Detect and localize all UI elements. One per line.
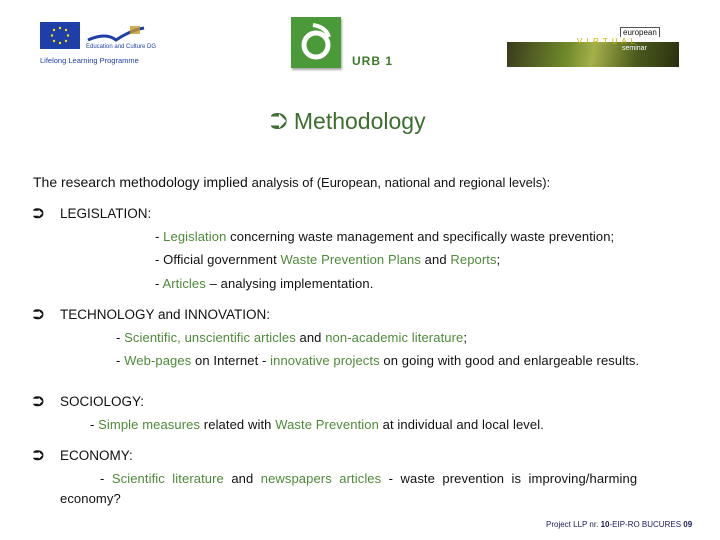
text-segment: and <box>420 252 451 267</box>
eu-flag-logo <box>40 22 80 49</box>
text-segment: - Official government <box>155 252 281 267</box>
text-segment: - waste prevention is improving/harming <box>381 471 638 486</box>
text-segment: - <box>116 330 125 345</box>
text-segment: - <box>155 229 164 244</box>
economy-item-1-cont: economy? <box>60 491 121 506</box>
text-segment: non-academic literature <box>325 330 464 345</box>
text-segment: ; <box>463 330 468 345</box>
text-segment: newspapers articles <box>260 471 382 486</box>
text-segment: Legislation <box>163 229 227 244</box>
legislation-item-3 <box>155 276 373 291</box>
hand-circle-icon <box>291 17 341 68</box>
text-segment: and <box>295 330 326 345</box>
text-segment: - <box>90 417 99 432</box>
text-segment: and <box>223 471 261 486</box>
intro-text <box>33 174 550 190</box>
legislation-item-1 <box>155 229 614 244</box>
slide-title <box>270 108 426 135</box>
text-segment: Waste Prevention <box>275 417 379 432</box>
sociology-item-1 <box>90 417 544 432</box>
technology-item-2 <box>116 353 639 368</box>
llp-caption: Lifelong Learning Programme <box>40 56 139 65</box>
eu-stars-icon <box>40 22 80 49</box>
title-text: Methodology <box>293 108 426 134</box>
text-segment: Waste Prevention Plans <box>280 252 421 267</box>
evs-mid: V I R T U A L <box>577 37 636 46</box>
footer-project-id <box>546 520 692 529</box>
text-segment: concerning waste management and specifically waste prevention; <box>226 229 615 244</box>
text-segment: Scientific, unscientific articles <box>124 330 296 345</box>
bullet-arrow-icon: ⮊ <box>33 447 44 463</box>
text-segment: at individual and local level. <box>378 417 544 432</box>
text-segment: Reports <box>450 252 497 267</box>
text-segment: Articles <box>162 276 206 291</box>
urb-logo <box>291 17 341 68</box>
text-segment: - <box>100 471 112 486</box>
technology-heading: TECHNOLOGY and INNOVATION: <box>60 307 271 322</box>
evs-top: european <box>620 27 660 37</box>
economy-heading: ECONOMY: <box>60 448 133 463</box>
text-segment: - <box>155 276 163 291</box>
text-segment: ; <box>496 252 501 267</box>
text-segment: – analysing implementation. <box>205 276 374 291</box>
economy-item-1 <box>100 471 637 486</box>
legislation-item-2 <box>155 252 500 267</box>
bullet-arrow-icon: ⮊ <box>33 306 44 322</box>
intro-part-a: The research methodology implied <box>33 174 252 190</box>
text-segment: -EIP-RO BUCURES <box>609 520 684 529</box>
text-segment: Project LLP nr. <box>546 520 601 529</box>
arrow-icon: ⮊ <box>270 108 288 134</box>
bullet-arrow-icon: ⮊ <box>33 393 44 409</box>
text-segment: Web-pages <box>124 353 192 368</box>
urb-label: URB 1 <box>352 54 394 68</box>
text-segment: Scientific literature <box>111 471 224 486</box>
bullet-arrow-icon: ⮊ <box>33 205 44 221</box>
text-segment: Simple measures <box>98 417 201 432</box>
intro-part-b: analysis of (European, national and regional levels): <box>251 175 551 190</box>
evs-bottom: seminar <box>622 45 647 52</box>
text-segment: 10 <box>600 520 610 529</box>
text-segment: related with <box>200 417 276 432</box>
text-segment: innovative projects <box>270 353 380 368</box>
sociology-heading: SOCIOLOGY: <box>60 394 145 409</box>
text-segment: - <box>116 353 125 368</box>
llp-caption-top: Education and Culture DG <box>86 44 157 50</box>
technology-item-1 <box>116 330 467 345</box>
legislation-heading: LEGISLATION: <box>60 206 152 221</box>
text-segment: 09 <box>683 520 693 529</box>
text-segment: on Internet - <box>191 353 271 368</box>
text-segment: on going with good and enlargeable results. <box>379 353 640 368</box>
